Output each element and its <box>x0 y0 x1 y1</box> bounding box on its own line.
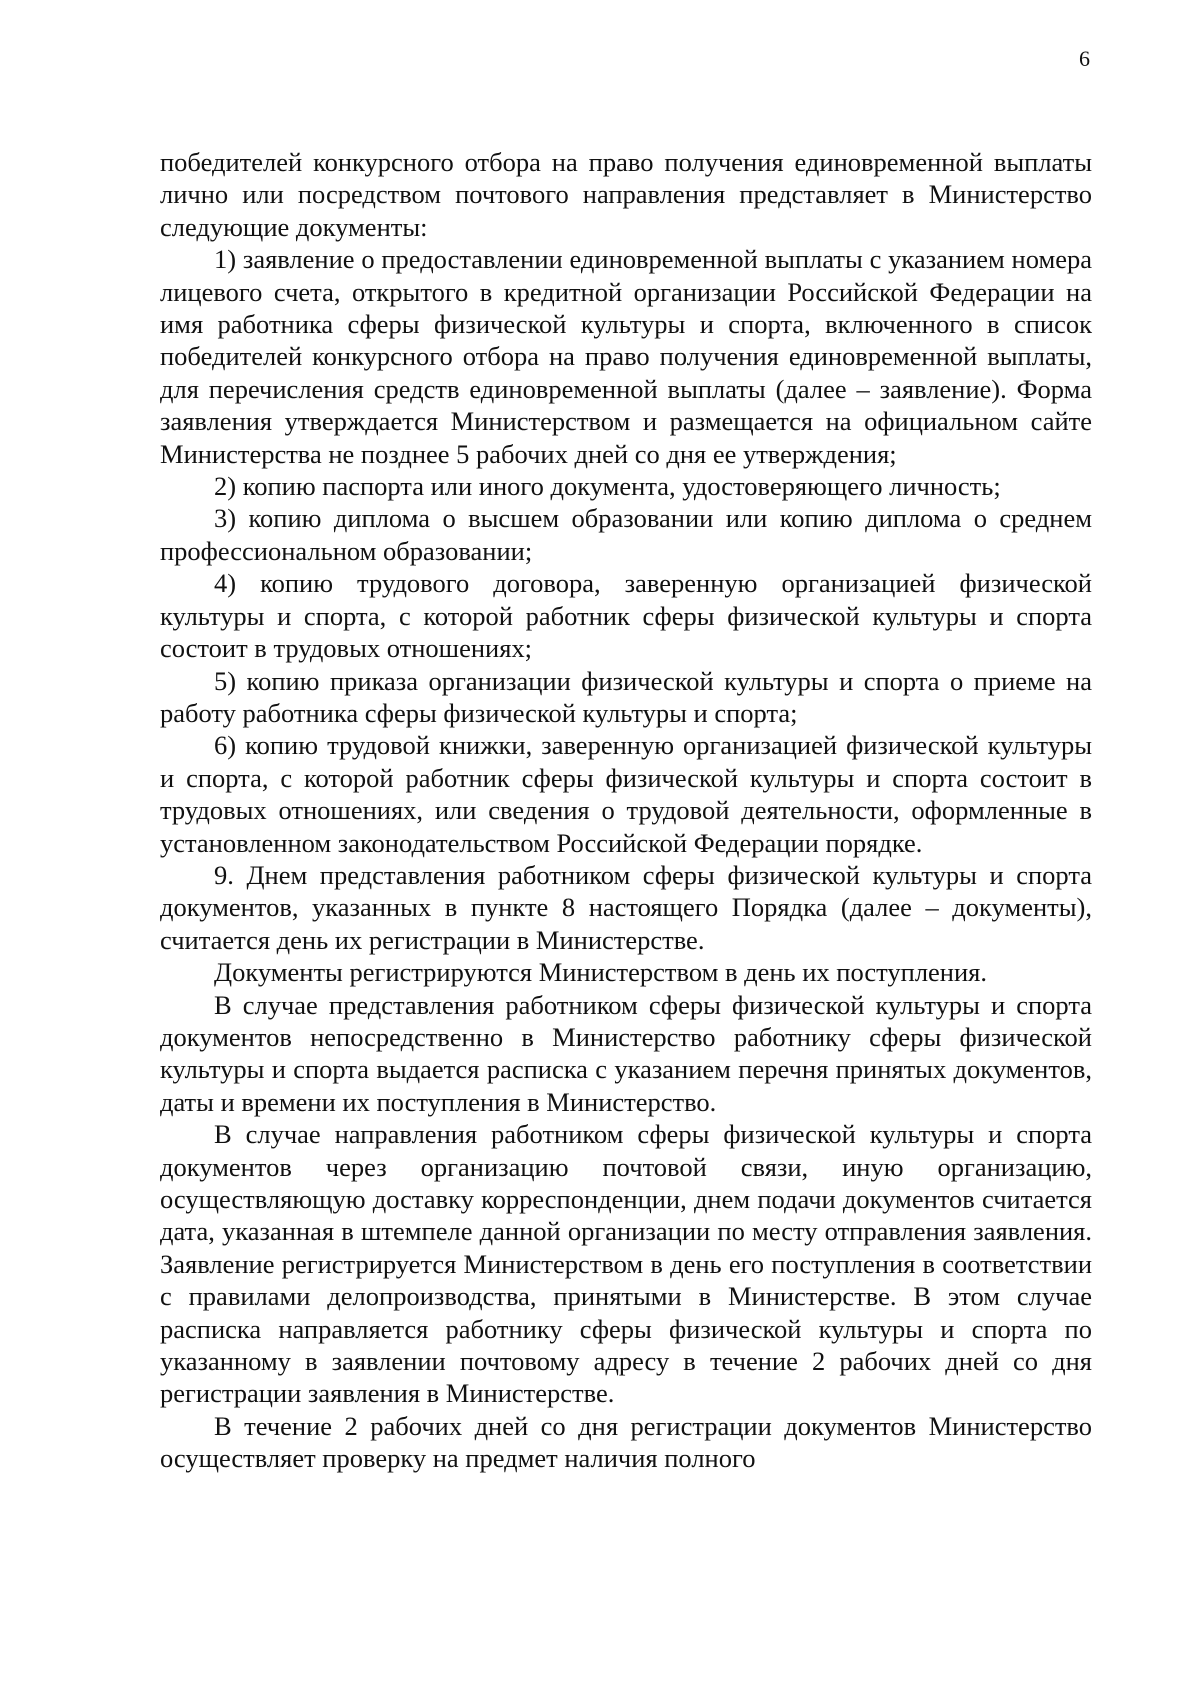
paragraph-item-3: 3) копию диплома о высшем образовании или копию диплома о среднем профессиональном образовании; <box>160 503 1092 566</box>
paragraph-item-5: 5) копию приказа организации физической культуры и спорта о приеме на работу работника сферы физической культуры и спорта; <box>160 665 1092 728</box>
paragraph-in-person: В случае представления работником сферы физической культуры и спорта документов непосредственно в Министерство работнику сферы физической культуры и спорта выдается расписка с указанием перечня принятых документов, даты и времени их поступления в Министерство. <box>160 989 1092 1117</box>
paragraph-item-1: 1) заявление о предоставлении единовременной выплаты с указанием номера лицевого счета, открытого в кредитной организации Российской Федерации на имя работника сферы физической культуры и спорта, включенного в список победителей конкурсного отбора на право получения единовременной выплаты, для перечисления средств единовременной выплаты (далее – заявление). Форма заявления утверждается Министерством и размещается на официальном сайте Министерства не позднее 5 рабочих дней со дня ее утверждения; <box>160 244 1092 469</box>
paragraph-by-post: В случае направления работником сферы физической культуры и спорта документов через организацию почтовой связи, иную организацию, осуществляющую доставку корреспонденции, днем подачи документов считается дата, указанная в штемпеле данной организации по месту отправления заявления. Заявление регистрируется Министерством в день его поступления в соответствии с правилами делопроизводства, принятыми в Министерстве. В этом случае расписка направляется работнику сферы физической культуры и спорта по указанному в заявлении почтовому адресу в течение 2 рабочих дней со дня регистрации заявления в Министерстве. <box>160 1119 1092 1409</box>
paragraph-continuation: победителей конкурсного отбора на право получения единовременной выплаты лично или посредством почтового направления представляет в Министерство следующие документы: <box>160 147 1092 242</box>
page-number: 6 <box>1079 46 1090 71</box>
document-body <box>160 146 1092 1475</box>
paragraph-verification: В течение 2 рабочих дней со дня регистрации документов Министерство осуществляет проверку на предмет наличия полного <box>160 1410 1092 1474</box>
paragraph-clause-9: 9. Днем представления работником сферы физической культуры и спорта документов, указанных в пункте 8 настоящего Порядка (далее – документы), считается день их регистрации в Министерстве. <box>160 859 1092 955</box>
paragraph-item-4: 4) копию трудового договора, заверенную организацией физической культуры и спорта, с которой работник сферы физической культуры и спорта состоит в трудовых отношениях; <box>160 568 1092 664</box>
paragraph-item-6: 6) копию трудовой книжки, заверенную организацией физической культуры и спорта, с которой работник сферы физической культуры и спорта состоит в трудовых отношениях, или сведения о трудовой деятельности, оформленные в установленном законодательством Российской Федерации порядке. <box>160 730 1092 858</box>
paragraph-registration: Документы регистрируются Министерством в день их поступления. <box>214 957 987 988</box>
paragraph-item-2: 2) копию паспорта или иного документа, удостоверяющего личность; <box>214 471 1001 502</box>
